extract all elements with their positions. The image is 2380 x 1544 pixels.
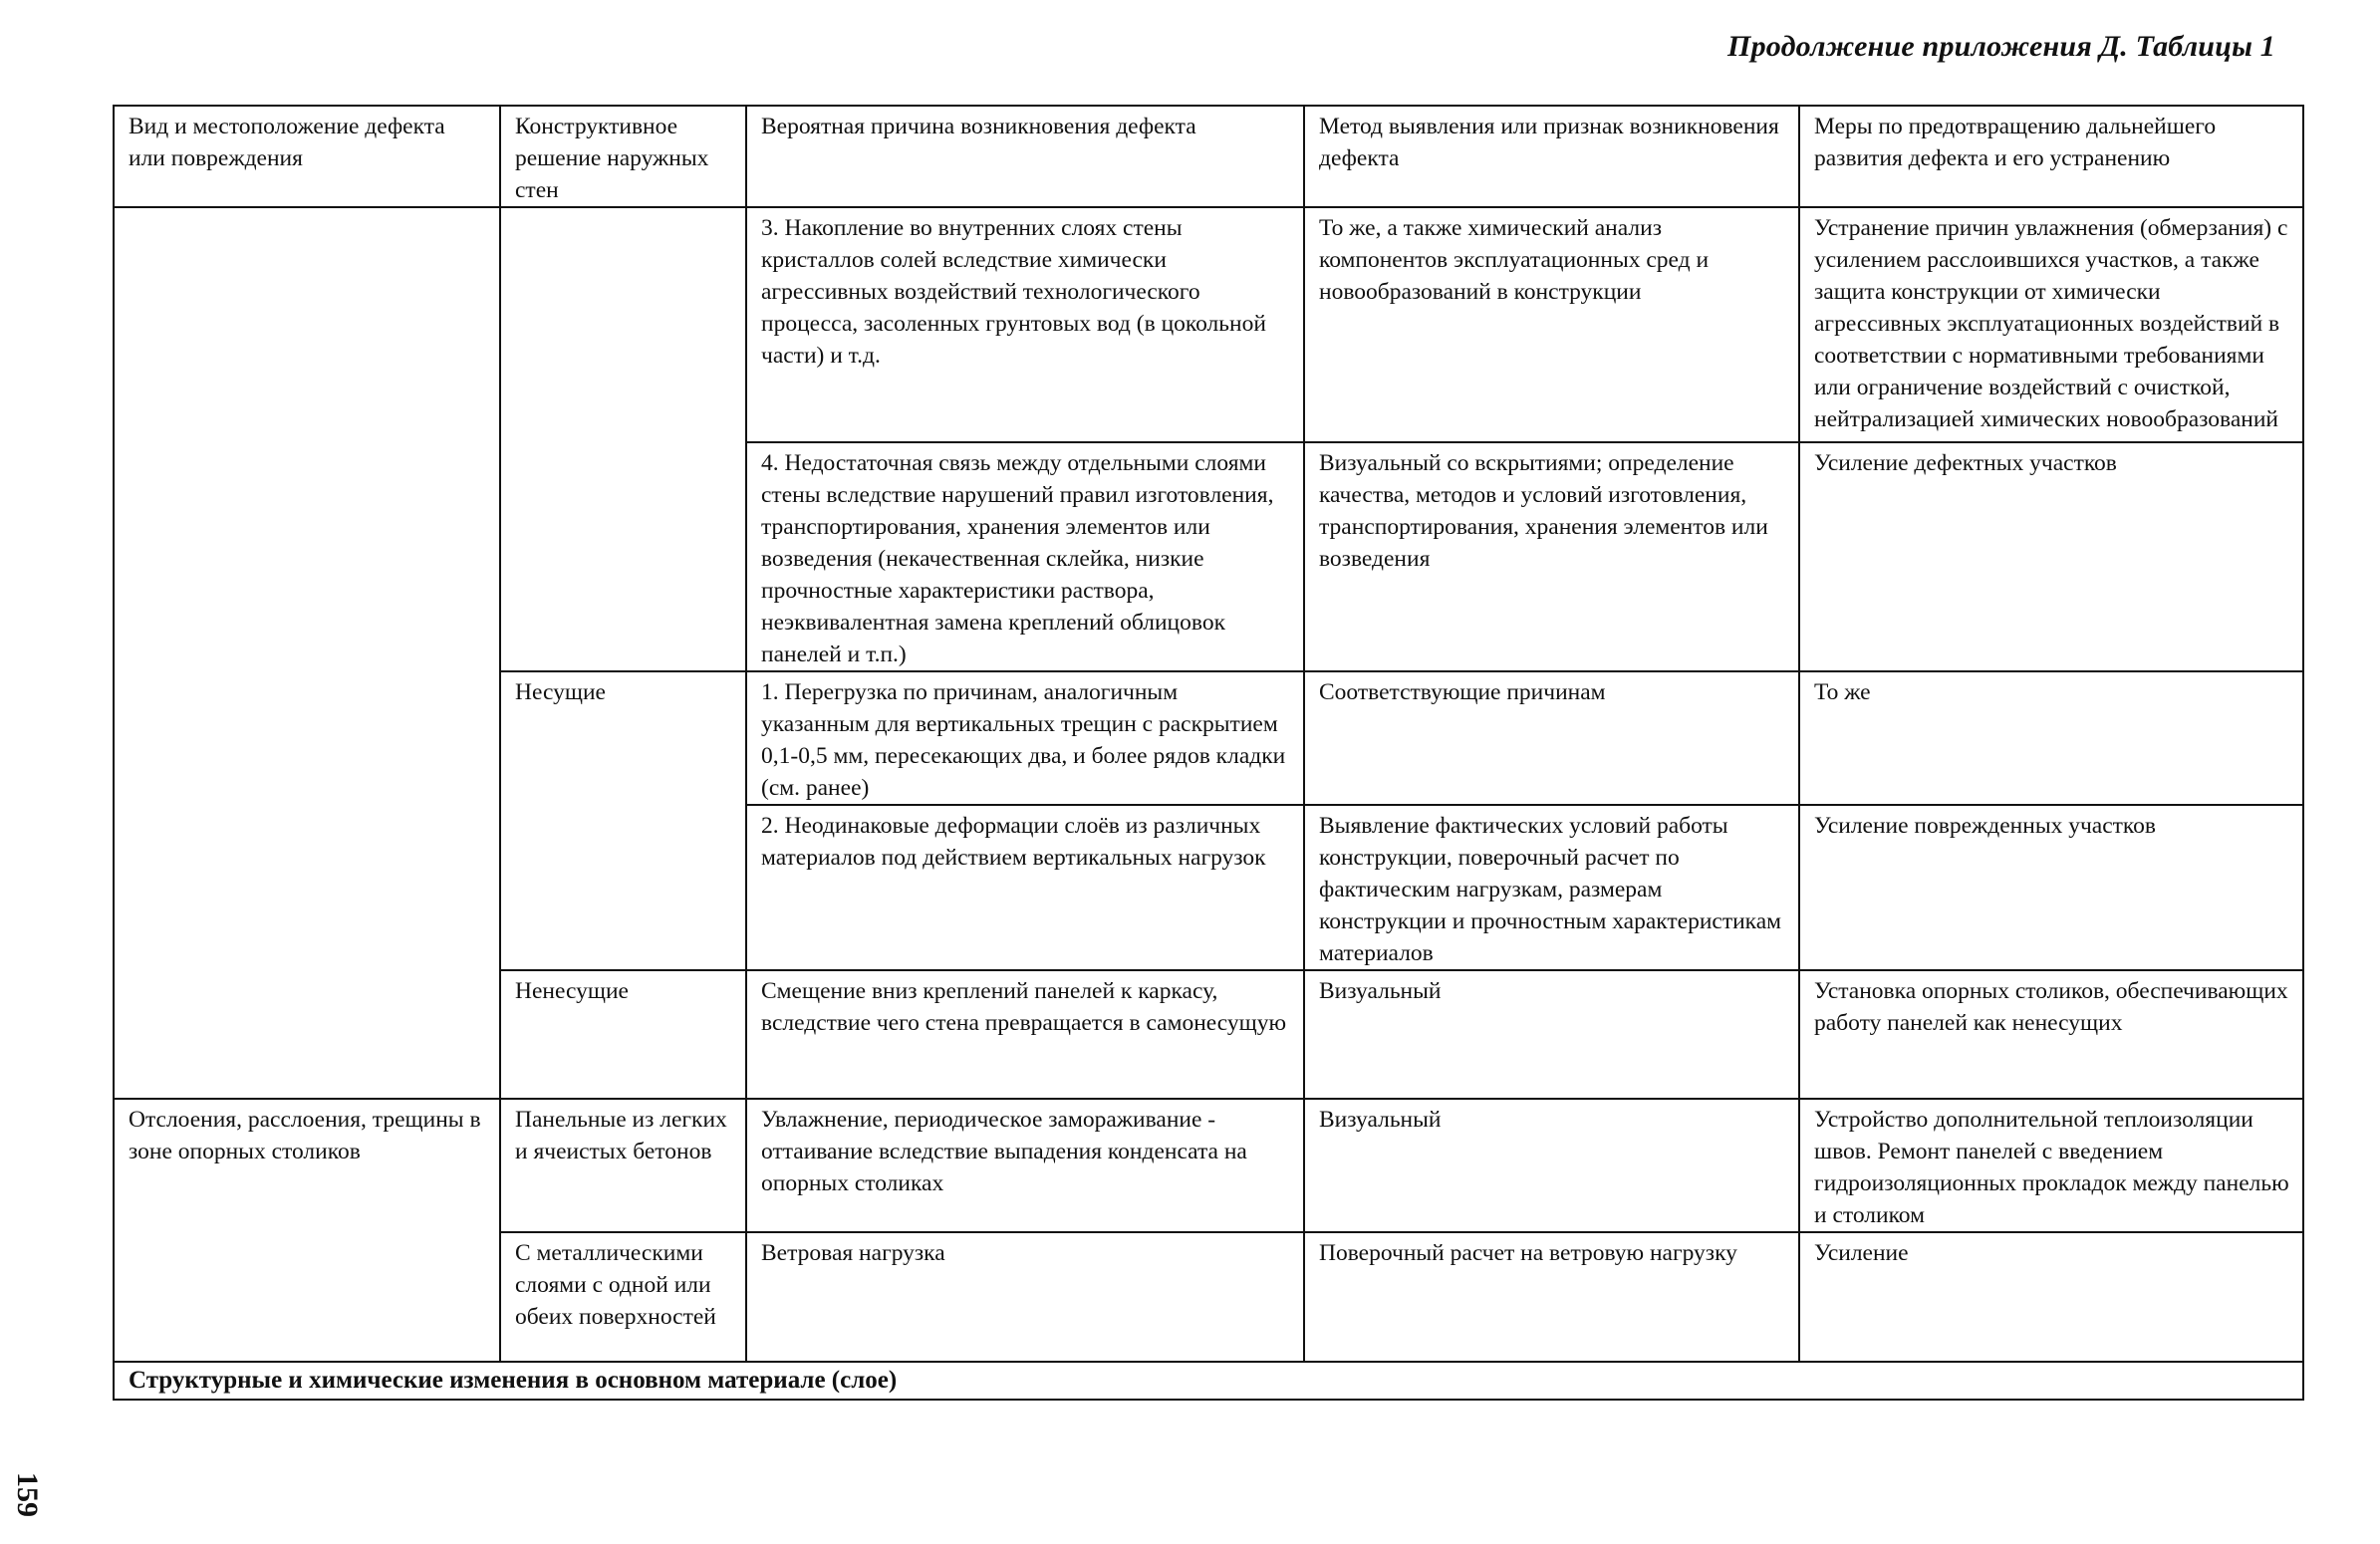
- cell-method: Визуальный: [1304, 1099, 1799, 1232]
- cell-design: Панельные из легких и ячеистых бетонов: [500, 1099, 746, 1232]
- header-cell-defect: Вид и местоположение дефекта или повреждения: [114, 106, 500, 207]
- cell-method: Поверочный расчет на ветровую нагрузку: [1304, 1232, 1799, 1362]
- cell-cause: 1. Перегрузка по причинам, аналогичным указанным для вертикальных трещин с раскрытием 0,1-0,5 мм, пересекающих два, и более рядов кладки (см. ранее): [746, 671, 1304, 805]
- table-row: [114, 207, 2303, 442]
- page-number: 159: [11, 1472, 44, 1517]
- cell-defect: [114, 207, 500, 1099]
- cell-measures: Усиление поврежденных участков: [1799, 805, 2303, 970]
- cell-defect: Отслоения, расслоения, трещины в зоне опорных столиков: [114, 1099, 500, 1362]
- cell-method: Визуальный: [1304, 970, 1799, 1099]
- cell-measures: Усиление: [1799, 1232, 2303, 1362]
- cell-method: Соответствующие причинам: [1304, 671, 1799, 805]
- header-cell-cause: Вероятная причина возникновения дефекта: [746, 106, 1304, 207]
- cell-design: Несущие: [500, 671, 746, 970]
- cell-cause: Увлажнение, периодическое замораживание - оттаивание вследствие выпадения конденсата на опорных столиках: [746, 1099, 1304, 1232]
- table-row: [114, 1099, 2303, 1232]
- cell-design: С металлическими слоями с одной или обеих поверхностей: [500, 1232, 746, 1362]
- cell-design: [500, 207, 746, 671]
- cell-measures: То же: [1799, 671, 2303, 805]
- header-cell-method: Метод выявления или признак возникновения дефекта: [1304, 106, 1799, 207]
- cell-cause: 4. Недостаточная связь между отдельными слоями стены вследствие нарушений правил изготовления, транспортирования, хранения элементов или возведения (некачественная склейка, низкие прочностные характеристики раствора, неэквивалентная замена креплений облицовок панелей и т.п.): [746, 442, 1304, 671]
- cell-method: Выявление фактических условий работы конструкции, поверочный расчет по фактическим нагрузкам, размерам конструкции и прочностным характеристикам материалов: [1304, 805, 1799, 970]
- cell-cause: 3. Накопление во внутренних слоях стены кристаллов солей вследствие химически агрессивных воздействий технологического процесса, засоленных грунтовых вод (в цокольной части) и т.д.: [746, 207, 1304, 442]
- cell-method: То же, а также химический анализ компонентов эксплуатационных сред и новообразований в конструкции: [1304, 207, 1799, 442]
- cell-cause: 2. Неодинаковые деформации слоёв из различных материалов под действием вертикальных нагрузок: [746, 805, 1304, 970]
- cell-measures: Усиление дефектных участков: [1799, 442, 2303, 671]
- cell-design: Ненесущие: [500, 970, 746, 1099]
- table-caption: Продолжение приложения Д. Таблицы 1: [1727, 30, 2275, 63]
- cell-measures: Устранение причин увлажнения (обмерзания) с усилением расслоившихся участков, а также защита конструкции от химически агрессивных эксплуатационных воздействий в соответствии с нормативными требованиями или ограничение воздействий с очисткой, нейтрализацией химических новообразований: [1799, 207, 2303, 442]
- header-cell-measures: Меры по предотвращению дальнейшего развития дефекта и его устранению: [1799, 106, 2303, 207]
- defects-table: [113, 105, 2304, 1401]
- cell-cause: Смещение вниз креплений панелей к каркасу, вследствие чего стена превращается в самонесущую: [746, 970, 1304, 1099]
- header-cell-design: Конструктивное решение наружных стен: [500, 106, 746, 207]
- section-heading: Структурные и химические изменения в основном материале (слое): [114, 1362, 2303, 1400]
- cell-measures: Устройство дополнительной теплоизоляции швов. Ремонт панелей с введением гидроизоляционных прокладок между панелью и столиком: [1799, 1099, 2303, 1232]
- cell-method: Визуальный со вскрытиями; определение качества, методов и условий изготовления, транспортирования, хранения элементов или возведения: [1304, 442, 1799, 671]
- table-header-row: [114, 106, 2303, 207]
- section-heading-row: [114, 1362, 2303, 1400]
- cell-cause: Ветровая нагрузка: [746, 1232, 1304, 1362]
- cell-measures: Установка опорных столиков, обеспечивающих работу панелей как ненесущих: [1799, 970, 2303, 1099]
